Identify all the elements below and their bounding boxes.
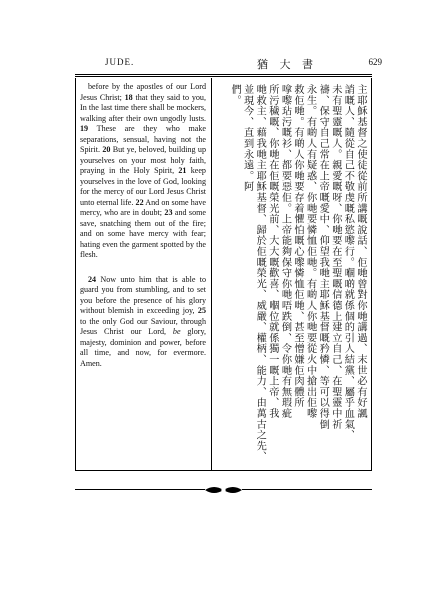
chinese-line: 所污穢嘅、你哋在佢嘅榮光前、大大嘅歡喜、嗰位就係獨一嘅上帝、我 <box>266 84 278 419</box>
chinese-line: 禱、保守自己常在上帝嘅愛中、仰望我哋主耶穌基督嘅矜憐、等可以得倒 <box>317 84 329 430</box>
chinese-line: 主耶穌基督之使徒從前所講嘅說話、佢哋曾對你哋講過、末世必有好諷 <box>355 84 366 419</box>
verse-number: 18 <box>124 92 133 102</box>
header-rule <box>75 74 372 75</box>
chinese-column <box>227 84 366 469</box>
english-paragraph-2 <box>80 275 206 370</box>
verse-text: keep yourselves in the love of God, looking for the mercy of our Lord Jesus Christ unto eternal life. <box>80 166 206 207</box>
book-name: JUDE. <box>105 57 135 67</box>
end-ornament <box>75 484 372 496</box>
verse-text: These are they who make separations, sensual, having not the Spirit. <box>80 124 206 154</box>
chinese-line: 未有聖靈嘅人。親愛嘅呀、你哋要在至聖嘅信德上建立自己、在聖靈中祈 <box>329 84 341 430</box>
english-column <box>80 82 206 369</box>
chinese-line: 們。 <box>229 84 241 106</box>
verse-text: to the only God our Saviour, through Jesus Christ our Lord, <box>80 316 206 336</box>
verse-number: 23 <box>164 208 173 217</box>
chinese-line: 嗱嚟玷污嘅衫、都要惡佢。上帝能夠保守你哋唔跌倒、令你哋有無瑕疵 <box>279 84 291 419</box>
italic-word: be <box>172 327 181 336</box>
verse-number: 21 <box>178 166 187 175</box>
verse-text: before by the apostles of our Lord Jesus Christ; <box>80 82 206 102</box>
chinese-line: 誚嘅人、隨從自己不敬虔嘅私慾嚟行。嗰啲就係個的引人結黨、屬乎血氣、 <box>342 84 354 441</box>
verse-text: Now unto him that is able to guard you from stumbling, and to set you before the presence of his glory without blemish in exceeding joy, <box>80 274 206 315</box>
verse-text: glory, majesty, dominion and power, before all time, and now, for evermore. Amen. <box>80 327 206 368</box>
verse-number: 24 <box>88 274 97 284</box>
column-divider <box>211 78 212 471</box>
verse-text: that they said to you, In the last time there shall be mockers, walking after their own ungodly lusts. <box>80 92 206 123</box>
verse-number: 20 <box>102 145 111 154</box>
page-number: 629 <box>368 57 382 67</box>
verse-number: 25 <box>197 306 206 315</box>
verse-text: But ye, beloved, building up yourselves on your most holy faith, praying in the Holy Spirit, <box>80 145 206 175</box>
running-header <box>75 57 382 73</box>
ornament-icon <box>205 484 242 496</box>
verse-number: 22 <box>135 197 144 207</box>
chinese-line: 永生。有啲人有疑惑、你哋要憐恤佢哋。有啲人你哋要從火中搶出佢嚟 <box>304 84 316 419</box>
english-paragraph-1 <box>80 82 206 261</box>
chinese-book-title: 猶 大 書 <box>257 58 317 71</box>
header-rule-thin <box>75 76 372 77</box>
verse-text: and some save, snatching them out of the fire; and on some have mercy with fear; hating even the garment spotted by the flesh. <box>80 208 206 259</box>
verse-text: And on some have mercy, who are in doubt; <box>80 197 206 217</box>
chinese-line: 哋救主、藉我哋主耶穌基督、歸於佢嘅榮光、威嚴、權柄、能力、由萬古之先、並現今、直到永遠。阿 <box>241 84 266 462</box>
chinese-line: 救佢哋。有啲人你哋要存着懼怕嘅心嚟憐恤佢哋、甚至憎嫌佢肉體所 <box>292 84 304 408</box>
verse-number: 19 <box>80 124 89 133</box>
